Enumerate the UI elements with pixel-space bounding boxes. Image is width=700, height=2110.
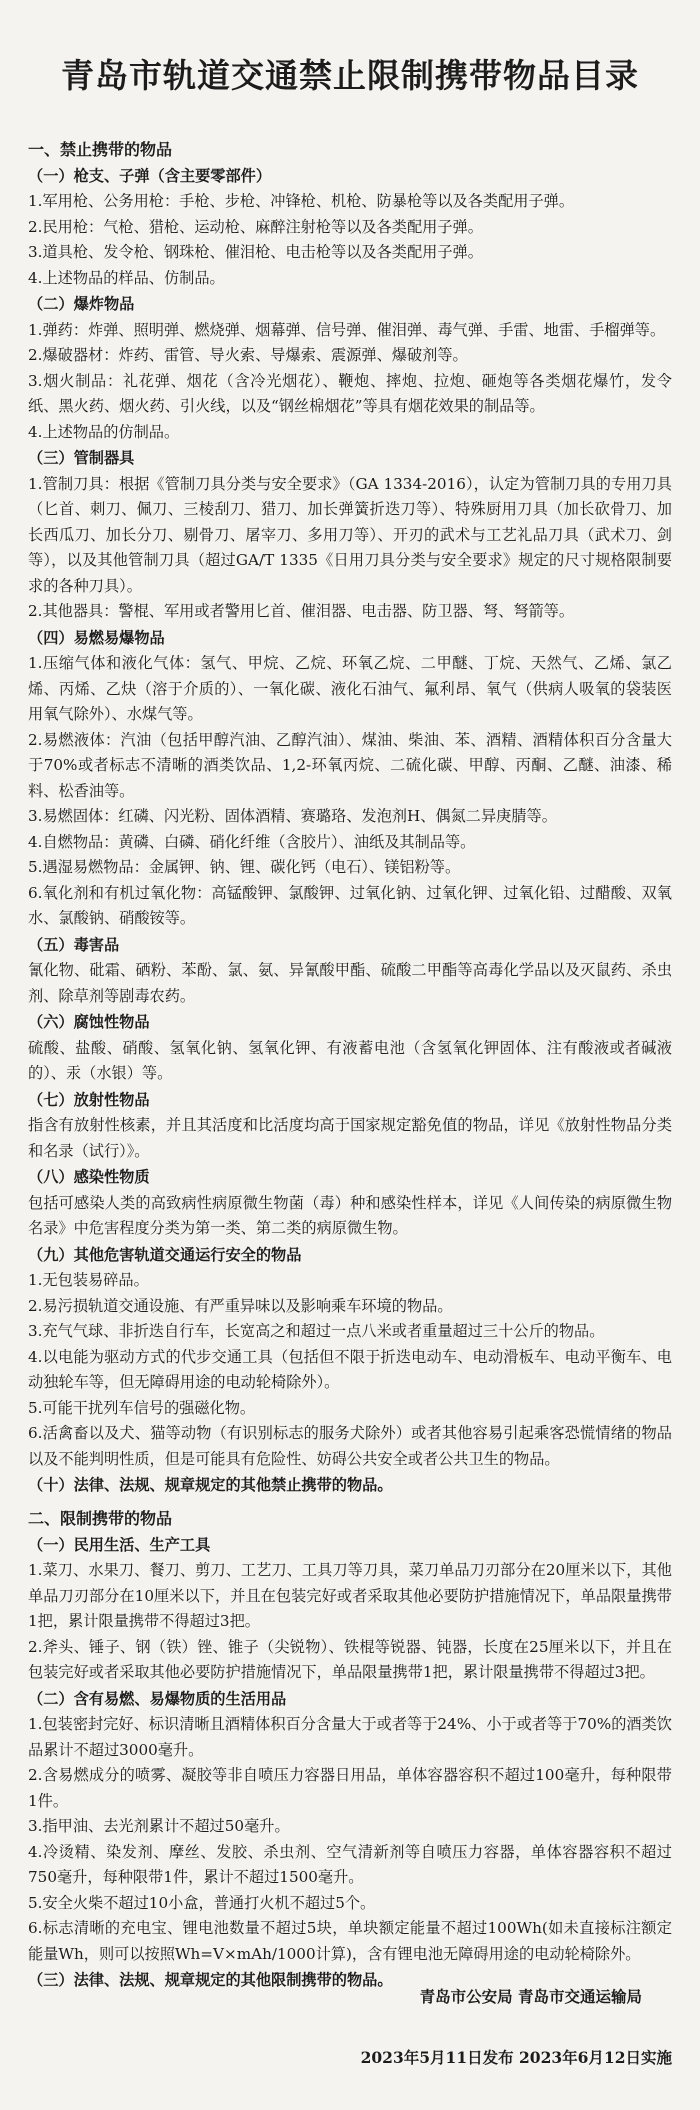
section-heading: 二、限制携带的物品 xyxy=(28,1508,173,1528)
catalog-content xyxy=(28,136,672,1994)
list-item: 3.易燃固体：红磷、闪光粉、固体酒精、赛璐珞、发泡剂H、偶氮二异庚腈等。 xyxy=(28,807,557,826)
list-item: 2.含易燃成分的喷雾、凝胶等非自喷压力容器日用品，单体容器容积不超过100毫升，每种限带1件。 xyxy=(28,1766,672,1810)
list-item: 5.可能干扰列车信号的强磁化物。 xyxy=(28,1398,256,1417)
subsection-heading: （二）含有易燃、易爆物质的生活用品 xyxy=(28,1689,287,1708)
subsection-heading: （十）法律、法规、规章规定的其他禁止携带的物品。 xyxy=(28,1476,393,1495)
list-item: 2.易污损轨道交通设施、有严重异味以及影响乘车环境的物品。 xyxy=(28,1296,453,1315)
subsection-heading: （三）法律、法规、规章规定的其他限制携带的物品。 xyxy=(28,1971,393,1990)
list-item: 氰化物、砒霜、硒粉、苯酚、氯、氨、异氰酸甲酯、硫酸二甲酯等高毒化学品以及灭鼠药、杀虫剂、除草剂等剧毒农药。 xyxy=(28,961,672,1005)
subsection-heading: （二）爆炸物品 xyxy=(28,295,135,314)
subsection-heading: （四）易燃易爆物品 xyxy=(28,628,165,647)
list-item: 1.压缩气体和液化气体：氢气、甲烷、乙烷、环氧乙烷、二甲醚、丁烷、天然气、乙烯、氯乙烯、丙烯、乙炔（溶于介质的）、一氧化碳、液化石油气、氟利昂、氧气（供病人吸氧的袋装医用氧气除外）、水煤气等。 xyxy=(28,654,672,724)
list-item: 4.冷烫精、染发剂、摩丝、发胶、杀虫剂、空气清新剂等自喷压力容器，单体容器容积不超过750毫升，每种限带1件，累计不超过1500毫升。 xyxy=(28,1842,672,1887)
subsection-heading: （九）其他危害轨道交通运行安全的物品 xyxy=(28,1245,302,1264)
list-item: 4.上述物品的样品、仿制品。 xyxy=(28,268,225,287)
list-item: 1.管制刀具：根据《管制刀具分类与安全要求》（GA 1334-2016），认定为管制刀具的专用刀具（匕首、刺刀、佩刀、三棱刮刀、猎刀、加长弹簧折迭刀等）、特殊厨用刀具（加长砍骨刀、加长西瓜刀、加长分刀、剔骨刀、屠宰刀、多用刀等）、开刃的武术与工艺礼品刀具（武术刀、剑等），以及其他管制刀具（超过GA/T 1335《日用刀具分类与安全要求》规定的尺寸规格限制要求的各种刀具）。 xyxy=(28,474,672,595)
list-item: 5.安全火柴不超过10小盒，普通打火机不超过5个。 xyxy=(28,1893,376,1912)
list-item: 4.上述物品的仿制品。 xyxy=(28,422,180,441)
subsection-heading: （一）民用生活、生产工具 xyxy=(28,1535,211,1554)
list-item: 4.自燃物品：黄磷、白磷、硝化纤维（含胶片）、油纸及其制品等。 xyxy=(28,832,476,851)
list-item: 6.活禽畜以及犬、猫等动物（有识别标志的服务犬除外）或者其他容易引起乘客恐慌情绪的物品以及不能判明性质，但是可能具有危险性、妨碍公共安全或者公共卫生的物品。 xyxy=(28,1424,672,1468)
list-item: 6.氧化剂和有机过氧化物：高锰酸钾、氯酸钾、过氧化钠、过氧化钾、过氧化铅、过醋酸、双氧水、氯酸钠、硝酸铵等。 xyxy=(28,883,672,928)
list-item: 包括可感染人类的高致病性病原微生物菌（毒）种和感染性样本，详见《人间传染的病原微生物名录》中危害程度分类为第一类、第二类的病原微生物。 xyxy=(28,1193,672,1238)
list-item: 1.菜刀、水果刀、餐刀、剪刀、工艺刀、工具刀等刀具，菜刀单品刀刃部分在20厘米以下，其他单品刀刃部分在10厘米以下，并且在包装完好或者采取其他必要防护措施情况下，单品限量携带1把，累计限量携带不得超过3把。 xyxy=(28,1561,672,1631)
issuing-authorities: 青岛市公安局 青岛市交通运输局 xyxy=(419,1987,642,2006)
list-item: 1.弹药：炸弹、照明弹、燃烧弹、烟幕弹、信号弹、催泪弹、毒气弹、手雷、地雷、手榴弹等。 xyxy=(28,320,666,339)
list-item: 2.爆破器材：炸药、雷管、导火索、导爆索、震源弹、爆破剂等。 xyxy=(28,346,468,365)
list-item: 2.斧头、锤子、钢（铁）锉、锥子（尖锐物）、铁棍等锐器、钝器，长度在25厘米以下，并且在包装完好或者采取其他必要防护措施情况下，单品限量携带1把，累计限量携带不得超过3把。 xyxy=(28,1637,672,1682)
list-item: 4.以电能为驱动方式的代步交通工具（包括但不限于折迭电动车、电动滑板车、电动平衡车、电动独轮车等，但无障碍用途的电动轮椅除外）。 xyxy=(28,1347,672,1392)
publish-dates: 2023年5月11日发布 2023年6月12日实施 xyxy=(360,2048,672,2067)
list-item: 1.无包装易碎品。 xyxy=(28,1271,149,1290)
section-heading: 一、禁止携带的物品 xyxy=(28,139,173,159)
list-item: 2.其他器具：警棍、军用或者警用匕首、催泪器、电击器、防卫器、弩、弩箭等。 xyxy=(28,602,575,621)
list-item: 3.指甲油、去光剂累计不超过50毫升。 xyxy=(28,1817,290,1836)
list-item: 3.烟火制品：礼花弹、烟花（含冷光烟花）、鞭炮、摔炮、拉炮、砸炮等各类烟花爆竹，发令纸、黑火药、烟火药、引火线，以及“钢丝棉烟花”等具有烟花效果的制品等。 xyxy=(28,371,672,416)
list-item: 3.充气气球、非折迭自行车，长宽高之和超过一点八米或者重量超过三十公斤的物品。 xyxy=(28,1322,605,1341)
subsection-heading: （七）放射性物品 xyxy=(28,1090,150,1109)
subsection-heading: （六）腐蚀性物品 xyxy=(28,1013,150,1032)
subsection-heading: （五）毒害品 xyxy=(28,935,120,954)
subsection-heading: （一）枪支、子弹（含主要零部件） xyxy=(28,166,271,185)
list-item: 2.易燃液体：汽油（包括甲醇汽油、乙醇汽油）、煤油、柴油、苯、酒精、酒精体积百分含量大于70%或者标志不清晰的酒类饮品、1,2-环氧丙烷、二硫化碳、甲醇、丙酮、乙醚、油漆、稀料、松香油等。 xyxy=(28,730,672,800)
list-item: 指含有放射性核素，并且其活度和比活度均高于国家规定豁免值的物品，详见《放射性物品分类和名录（试行）》。 xyxy=(28,1116,672,1160)
page-title: 青岛市轨道交通禁止限制携带物品目录 xyxy=(61,56,639,95)
list-item: 1.军用枪、公务用枪：手枪、步枪、冲锋枪、机枪、防暴枪等以及各类配用子弹。 xyxy=(28,192,575,211)
list-item: 5.遇湿易燃物品：金属钾、钠、锂、碳化钙（电石）、镁铝粉等。 xyxy=(28,858,461,877)
list-item: 1.包装密封完好、标识清晰且酒精体积百分含量大于或者等于24%、小于或者等于70%的酒类饮品累计不超过3000毫升。 xyxy=(28,1715,672,1759)
list-item: 3.道具枪、发令枪、钢珠枪、催泪枪、电击枪等以及各类配用子弹。 xyxy=(28,243,483,262)
subsection-heading: （八）感染性物质 xyxy=(28,1168,150,1187)
list-item: 2.民用枪：气枪、猎枪、运动枪、麻醉注射枪等以及各类配用子弹。 xyxy=(28,217,483,236)
list-item: 6.标志清晰的充电宝、锂电池数量不超过5块，单块额定能量不超过100Wh(如未直接标注额定能量Wh，则可以按照Wh=V×mAh/1000计算)，含有锂电池无障碍用途的电动轮椅除外。 xyxy=(28,1919,672,1963)
list-item: 硫酸、盐酸、硝酸、氢氧化钠、氢氧化钾、有液蓄电池（含氢氧化钾固体、注有酸液或者碱液的）、汞（水银）等。 xyxy=(28,1038,672,1083)
subsection-heading: （三）管制器具 xyxy=(28,449,135,468)
